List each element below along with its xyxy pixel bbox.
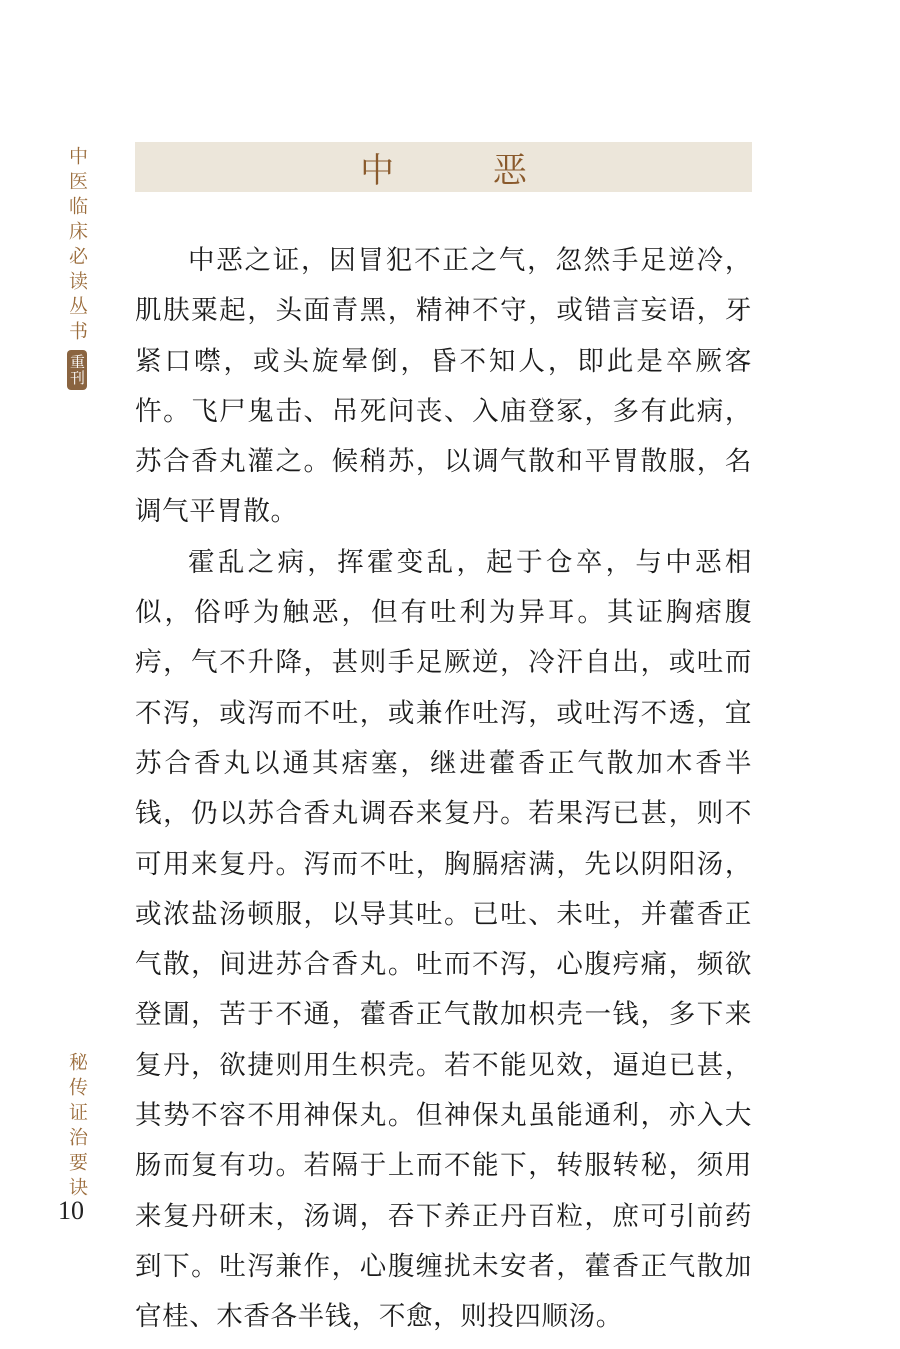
section-title-bar: [135, 142, 752, 192]
series-title: 中医临床必读丛书: [66, 146, 88, 346]
paragraph: 霍乱之病，挥霍变乱，起于仓卒，与中恶相似，俗呼为触恶，但有吐利为异耳。其证胸痞腹疞，气不升降，甚则手足厥逆，冷汗自出，或吐而不泻，或泻而不吐，或兼作吐泻，或吐泻不透，宜苏合香丸以通其痞塞，继进藿香正气散加木香半钱，仍以苏合香丸调吞来复丹。若果泻已甚，则不可用来复丹。泻而不吐，胸膈痞满，先以阴阳汤，或浓盐汤顿服，以导其吐。已吐、未吐，并藿香正气散，间进苏合香丸。吐而不泻，心腹疞痛，频欲登圊，苦于不通，藿香正气散加枳壳一钱，多下来复丹，欲捷则用生枳壳。若不能见效，逼迫已甚，其势不容不用神保丸。但神保丸虽能通利，亦入大肠而复有功。若隔于上而不能下，转服转秘，须用来复丹研末，汤调，吞下养正丹百粒，庶可引前药到下。吐泻兼作，心腹缠扰未安者，藿香正气散加官桂、木香各半钱，不愈，则投四顺汤。: [135, 546, 752, 1333]
page-number: 10: [58, 1196, 84, 1225]
body-text: [135, 236, 752, 1343]
section-title: 中 恶: [360, 150, 571, 191]
series-sidebar: [64, 146, 90, 390]
book-section-title: 秘传证治要诀: [66, 1052, 88, 1202]
reprint-seal: 重刊: [67, 350, 87, 390]
paragraph: 中恶之证，因冒犯不正之气，忽然手足逆冷，肌肤粟起，头面青黑，精神不守，或错言妄语，牙紧口噤，或头旋晕倒，昏不知人，即此是卒厥客忤。飞尸鬼击、吊死问丧、入庙登冢，多有此病，苏合香丸灌之。候稍苏，以调气散和平胃散服，名调气平胃散。: [135, 245, 752, 528]
